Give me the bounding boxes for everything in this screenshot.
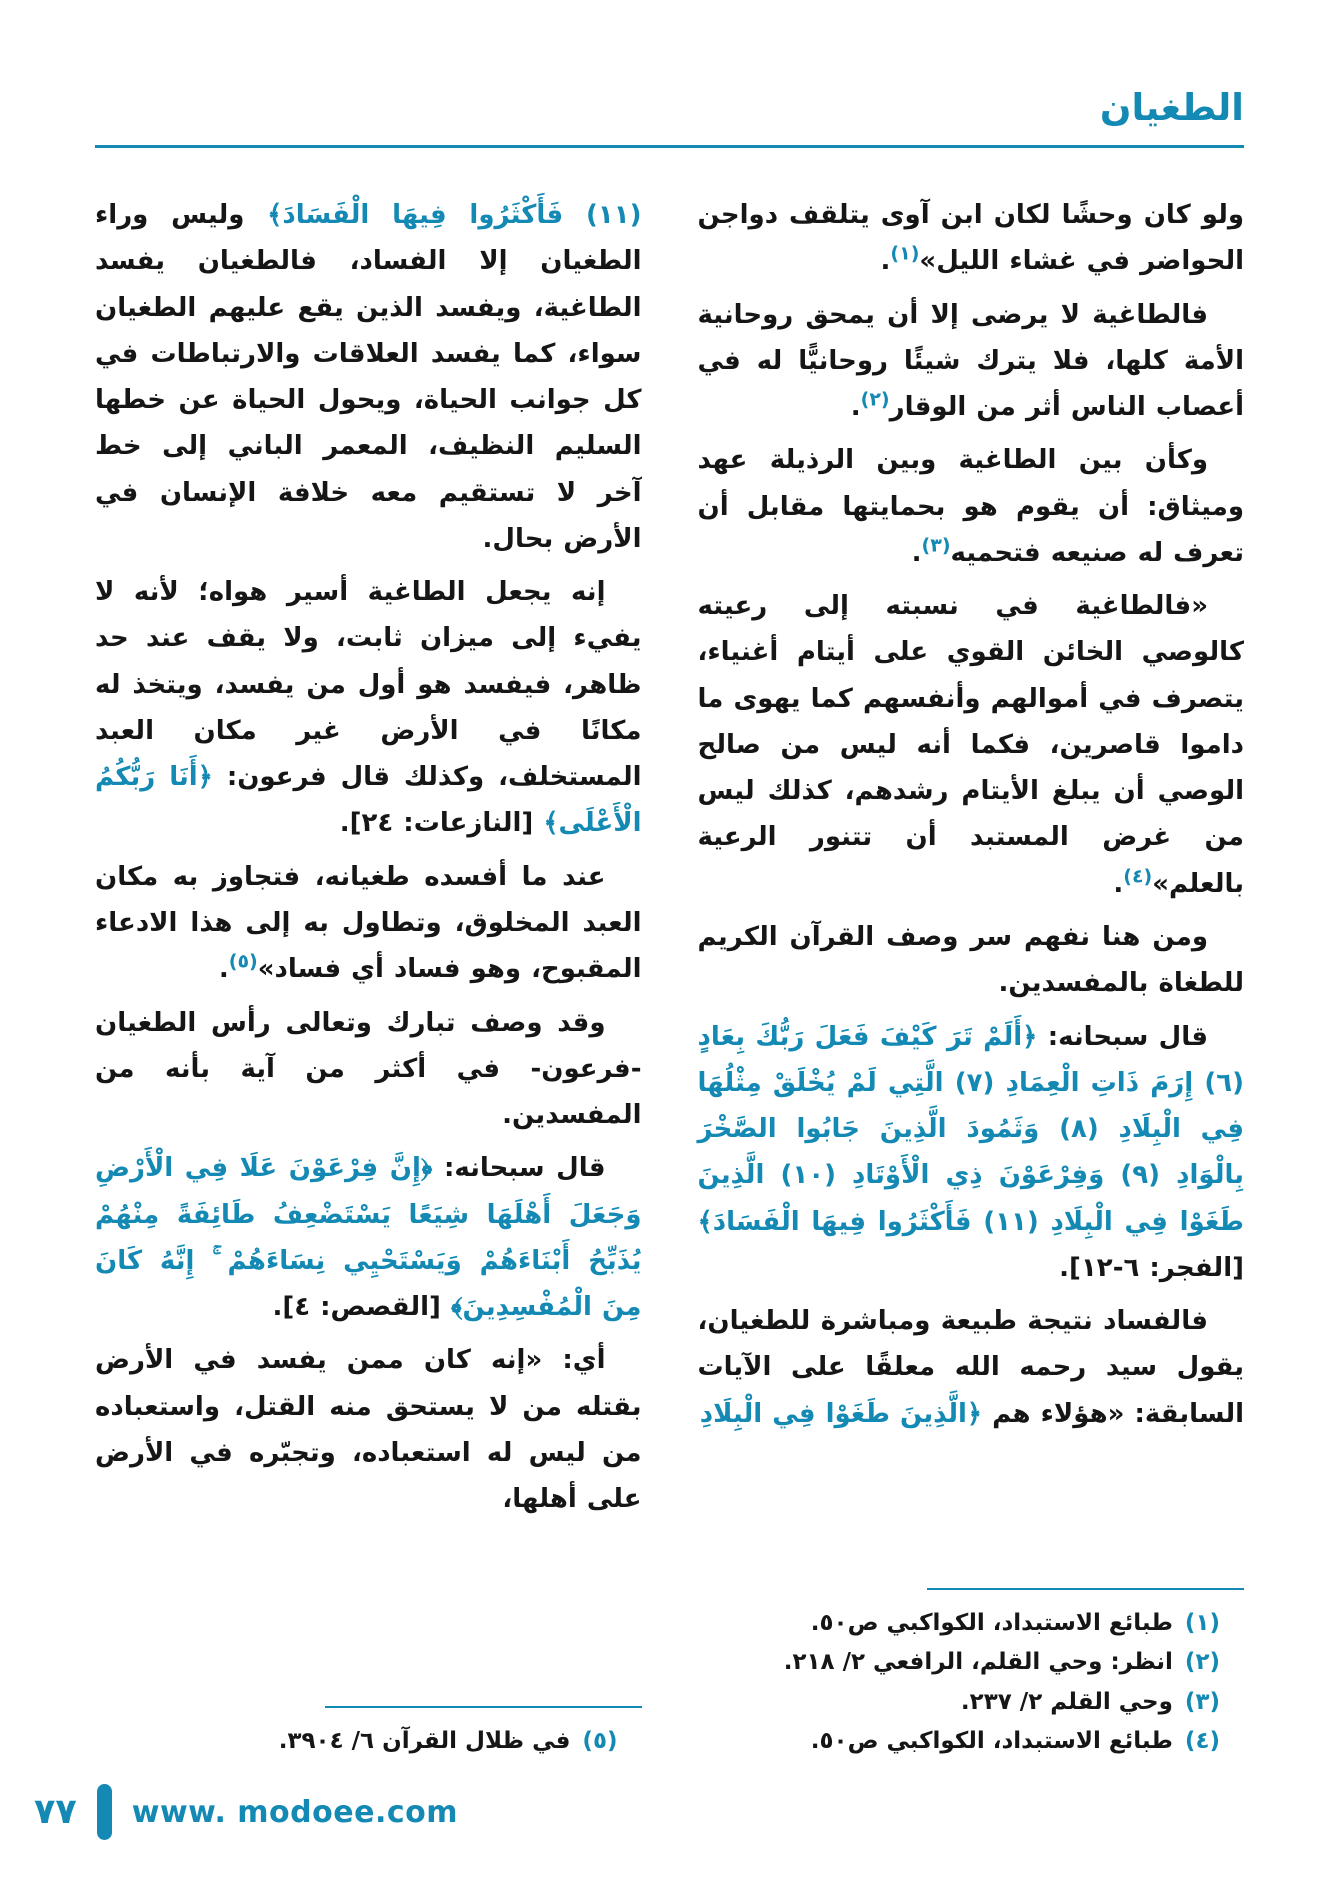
body-text: . — [850, 392, 861, 423]
footnote-ref: (٣) — [921, 534, 951, 557]
footnote-ref: (٥) — [228, 950, 258, 973]
footnote-text: في ظلال القرآن ٦/ ٣٩٠٤. — [278, 1728, 571, 1755]
body-text: وقد وصف تبارك وتعالى رأس الطغيان -فرعون- في أكثر من آية بأنه من المفسدين. — [95, 1007, 642, 1131]
footnote-ref: (١) — [890, 242, 920, 265]
paragraph — [698, 437, 1245, 576]
body-text: فالطاغية لا يرضى إلا أن يمحق روحانية الأمة كلها، فلا يترك شيئًا روحانيًّا له في أعصاب الناس أثر من الوقار — [697, 299, 1244, 423]
paragraph — [95, 569, 642, 847]
body-text: [الفجر: ٦-١٢]. — [1059, 1252, 1244, 1283]
quran-verse: ﴿أَلَمْ تَرَ كَيْفَ فَعَلَ رَبُّكَ بِعَادٍ (٦) إِرَمَ ذَاتِ الْعِمَادِ (٧) الَّتِي لَمْ يُخْلَقْ مِثْلُهَا فِي الْبِلَادِ (٨) وَثَمُودَ الَّذِينَ جَابُوا الصَّخْرَ بِالْوَادِ (٩) وَفِرْعَوْنَ ذِي الْأَوْتَادِ (١٠) الَّذِينَ طَغَوْا فِي الْبِلَادِ (١١) فَأَكْثَرُوا فِيهَا الْفَسَادَ﴾ — [697, 1021, 1244, 1237]
paragraph — [698, 192, 1245, 285]
paragraph — [95, 854, 642, 993]
body-text: وليس وراء الطغيان إلا الفساد، فالطغيان يفسد الطاغية، ويفسد الذين يقع عليهم الطغيان سواء، كما يفسد العلاقات والارتباطات في كل جوانب الحياة، ويحول الحياة عن خطها السليم النظيف، المعمر الباني إلى خط آخر لا تستقيم معه خلافة الإنسان في الأرض بحال. — [95, 200, 642, 554]
quran-verse: ﴿إِنَّ فِرْعَوْنَ عَلَا فِي الْأَرْضِ وَجَعَلَ أَهْلَهَا شِيَعًا يَسْتَضْعِفُ طَائِفَةً مِنْهُمْ يُذَبِّحُ أَبْنَاءَهُمْ وَيَسْتَحْيِي نِسَاءَهُمْ ۚ إِنَّهُ كَانَ مِنَ الْمُفْسِدِينَ﴾ — [95, 1153, 642, 1323]
body-text: . — [911, 537, 922, 568]
body-text: ومن هنا نفهم سر وصف القرآن الكريم للطغاة بالمفسدين. — [697, 921, 1244, 999]
footnote-number: (٤) — [1184, 1728, 1220, 1755]
paragraph — [698, 1298, 1245, 1437]
paragraphs — [698, 192, 1245, 1444]
footnote-ref: (٤) — [1123, 865, 1153, 888]
body-text: فالفساد نتيجة طبيعة ومباشرة للطغيان، يقول سيد رحمه الله معلقًا على الآيات السابقة: «هؤلاء هم — [697, 1306, 1244, 1429]
footnote — [698, 1722, 1221, 1762]
footnote — [698, 1643, 1221, 1683]
quran-verse: (١١) فَأَكْثَرُوا فِيهَا الْفَسَادَ﴾ — [267, 200, 642, 230]
paragraph — [95, 192, 642, 562]
paragraphs — [95, 192, 642, 1529]
quran-verse: ﴿أَنَا رَبُّكُمُ الْأَعْلَى﴾ — [95, 762, 642, 839]
body-text: قال سبحانه: — [1037, 1021, 1208, 1052]
column-left — [95, 192, 642, 1762]
quran-verse: ﴿الَّذِينَ طَغَوْا فِي الْبِلَادِ — [699, 1398, 983, 1429]
text-columns — [95, 192, 1244, 1762]
footnotes-block — [95, 1696, 642, 1762]
body-text: ولو كان وحشًا لكان ابن آوى يتلقف دواجن الحواضر في غشاء الليل» — [697, 200, 1244, 277]
page-title: الطغيان — [1099, 86, 1244, 129]
paragraph — [698, 583, 1245, 907]
footnotes-list — [698, 1604, 1245, 1762]
page-header — [95, 86, 1244, 129]
body-text: [النازعات: ٢٤]. — [339, 808, 544, 839]
footnote-number: (٥) — [582, 1728, 618, 1755]
website-link: www. modoee.com — [131, 1794, 458, 1830]
body-text: أي: «إنه كان ممن يفسد في الأرض بقتله من لا يستحق منه القتل، واستعباده من ليس له استعباده، وتجبّره في الأرض على أهلها، — [95, 1345, 642, 1515]
body-text: وكأن بين الطاغية وبين الرذيلة عهد وميثاق: أن يقوم هو بحمايتها مقابل أن تعرف له صنيعه فتحميه — [697, 445, 1244, 568]
footnote — [698, 1604, 1221, 1644]
paragraph — [95, 1337, 642, 1522]
body-text: . — [218, 954, 229, 985]
body-text: . — [1113, 868, 1124, 899]
footnote-text: طبائع الاستبداد، الكواكبي ص٥٠. — [810, 1728, 1173, 1755]
footnote-number: (٣) — [1184, 1688, 1220, 1715]
paragraph — [698, 914, 1245, 1007]
body-text: قال سبحانه: — [432, 1153, 606, 1184]
footnote-text: طبائع الاستبداد، الكواكبي ص٥٠. — [810, 1609, 1173, 1636]
body-text: إنه يجعل الطاغية أسير هواه؛ لأنه لا يفيء إلى ميزان ثابت، ولا يقف عند حد ظاهر، فيفسد هو أول من يفسد، ويتخذ له مكانًا في الأرض غير مكان العبد المستخلف، وكذلك قال فرعون: — [95, 577, 642, 793]
paragraph — [95, 1000, 642, 1139]
footnote-ref: (٢) — [860, 388, 890, 411]
footnote-number: (٢) — [1184, 1649, 1220, 1676]
header-rule — [95, 145, 1244, 148]
paragraph — [698, 292, 1245, 431]
column-right — [698, 192, 1245, 1762]
footnotes-separator — [325, 1706, 642, 1708]
footnotes-block — [698, 1578, 1245, 1762]
footer-pill — [97, 1784, 112, 1840]
page-footer — [0, 1784, 458, 1840]
paragraph — [698, 1014, 1245, 1292]
footnotes-list — [95, 1722, 642, 1762]
footnote-text: انظر: وحي القلم، الرافعي ٢/ ٢١٨. — [783, 1649, 1173, 1676]
footnote — [95, 1722, 618, 1762]
body-text: . — [880, 246, 891, 277]
body-text: «فالطاغية في نسبته إلى رعيته كالوصي الخائن القوي على أيتام أغنياء، يتصرف في أموالهم وأنفسهم كما يهوى ما داموا قاصرين، فكما أنه ليس من صالح الوصي أن يبلغ الأيتام رشدهم، كذلك ليس من غرض المستبد أن تتنور الرعية بالعلم» — [697, 591, 1244, 899]
footnote-number: (١) — [1184, 1609, 1220, 1636]
body-text: [القصص: ٤]. — [272, 1292, 451, 1323]
body-text: عند ما أفسده طغيانه، فتجاوز به مكان العبد المخلوق، وتطاول به إلى هذا الادعاء المقبوح، وهو فساد أي فساد» — [95, 861, 642, 985]
footnote-text: وحي القلم ٢/ ٢٣٧. — [960, 1688, 1173, 1715]
paragraph — [95, 1145, 642, 1330]
footnotes-separator — [927, 1588, 1244, 1590]
page-number: ٧٧ — [34, 1792, 77, 1832]
footnote — [698, 1683, 1221, 1723]
